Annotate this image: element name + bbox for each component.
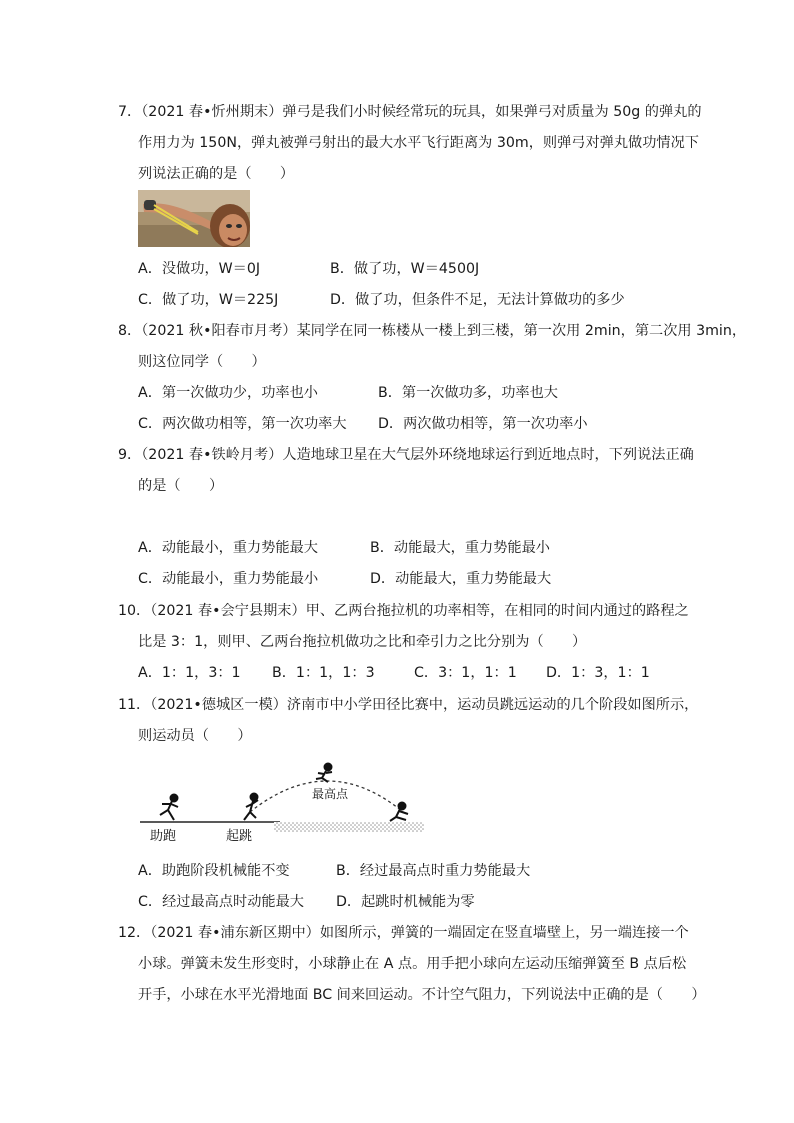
runner-figure xyxy=(160,795,178,821)
q10-option-b: B．1：1，1：3 xyxy=(272,665,375,681)
label-takeoff: 起跳 xyxy=(226,829,253,844)
long-jump-diagram xyxy=(138,760,428,845)
q9-option-d: D．动能最大，重力势能最大 xyxy=(370,571,552,587)
q11-option-a: A．助跑阶段机械能不变 xyxy=(138,863,290,879)
slingshot-photo xyxy=(138,190,250,247)
q11-line-1: 11．（2021•德城区一模）济南市中小学田径比赛中，运动员跳远运动的几个阶段如图所示， xyxy=(118,697,699,713)
label-peak: 最高点 xyxy=(312,787,349,801)
q10-line-1: 10．（2021 春•会宁县期末）甲、乙两台拖拉机的功率相等，在相同的时间内通过的路程之 xyxy=(118,603,689,619)
q10-option-a: A．1：1，3：1 xyxy=(138,665,241,681)
q11-option-b: B．经过最高点时重力势能最大 xyxy=(336,863,531,879)
q9-option-c: C．动能最小，重力势能最小 xyxy=(138,571,319,587)
landing-figure xyxy=(390,803,408,822)
q8-option-d: D．两次做功相等，第一次功率小 xyxy=(378,416,588,432)
q9-line-2: 的是（ ） xyxy=(138,478,224,494)
q7-option-a: A．没做功，W＝0J xyxy=(138,261,261,277)
q11-option-c: C．经过最高点时动能最大 xyxy=(138,894,304,910)
q12-line-3: 开手，小球在水平光滑地面 BC 间来回运动。不计空气阻力，下列说法中正确的是（ ） xyxy=(138,987,706,1003)
q7-line-1: 7．（2021 春•忻州期末）弹弓是我们小时候经常玩的玩具，如果弹弓对质量为 50g 的弹丸的 xyxy=(118,104,702,120)
q12-line-1: 12．（2021 春•浦东新区期中）如图所示，弹簧的一端固定在竖直墙壁上，另一端连接一个 xyxy=(118,925,689,941)
q10-line-2: 比是 3：1，则甲、乙两台拖拉机做功之比和牵引力之比分别为（ ） xyxy=(138,634,587,650)
q7-option-d: D．做了功，但条件不足，无法计算做功的多少 xyxy=(330,292,625,308)
q10-option-c: C．3：1，1：1 xyxy=(414,665,517,681)
q8-line-1: 8．（2021 秋•阳春市月考）某同学在同一栋楼从一楼上到三楼，第一次用 2min，第二次用 3min， xyxy=(118,323,747,339)
q9-line-1: 9．（2021 春•铁岭月考）人造地球卫星在大气层外环绕地球运行到近地点时，下列说法正确 xyxy=(118,447,694,463)
q8-line-2: 则这位同学（ ） xyxy=(138,354,266,370)
q8-option-b: B．第一次做功多，功率也大 xyxy=(378,385,558,401)
q11-line-2: 则运动员（ ） xyxy=(138,728,252,744)
q7-option-b: B．做了功，W＝4500J xyxy=(330,261,480,277)
q10-option-d: D．1：3，1：1 xyxy=(546,665,650,681)
q11-option-d: D．起跳时机械能为零 xyxy=(336,894,475,910)
q7-option-c: C．做了功，W＝225J xyxy=(138,292,279,308)
q8-option-c: C．两次做功相等，第一次功率大 xyxy=(138,416,347,432)
label-run-up: 助跑 xyxy=(150,829,177,844)
q12-line-2: 小球。弹簧未发生形变时，小球静止在 A 点。用手把小球向左运动压缩弹簧至 B 点后松 xyxy=(138,956,687,972)
q8-option-a: A．第一次做功少，功率也小 xyxy=(138,385,318,401)
q7-line-3: 列说法正确的是（ ） xyxy=(138,166,295,182)
peak-figure xyxy=(316,764,332,783)
q9-option-b: B．动能最大，重力势能最小 xyxy=(370,540,550,556)
q7-line-2: 作用力为 150N，弹丸被弹弓射出的最大水平飞行距离为 30m，则弹弓对弹丸做功情况下 xyxy=(138,135,699,151)
q9-option-a: A．动能最小，重力势能最大 xyxy=(138,540,318,556)
